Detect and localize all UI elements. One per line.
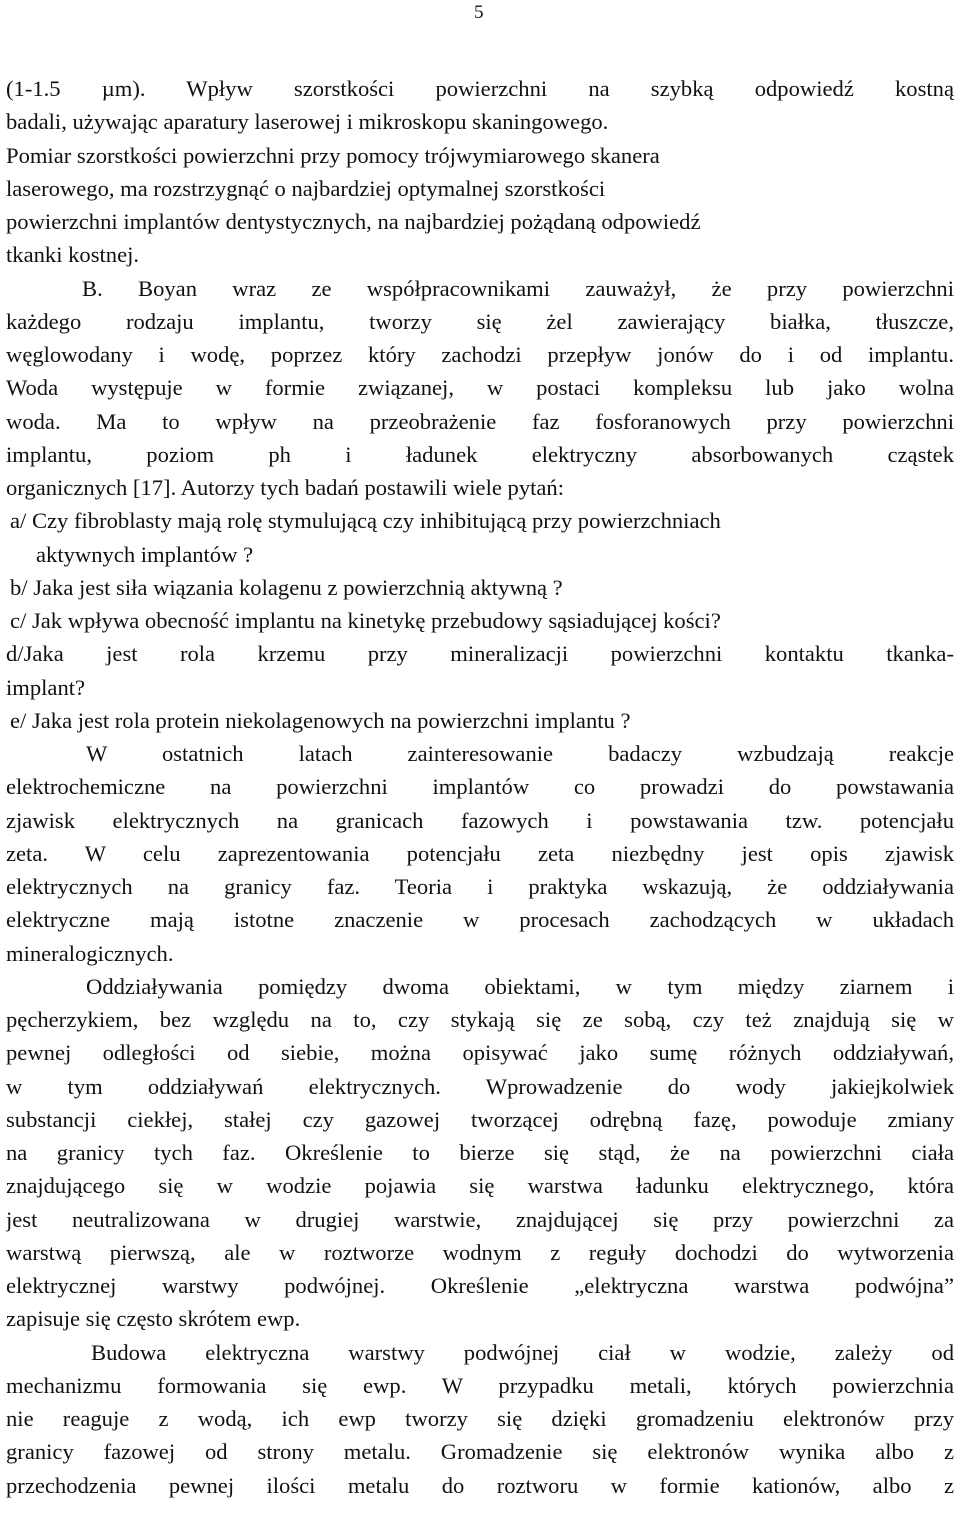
text-line: mechanizmu formowania się ewp. W przypadku metali, których powierzchnia: [6, 1372, 954, 1398]
text-line: Pomiar szorstkości powierzchni przy pomocy trójwymiarowego skanera: [6, 142, 660, 168]
text-line: substancji ciekłej, stałej czy gazowej tworzącej odrębną fazę, powoduje zmiany: [6, 1106, 954, 1132]
text-line: woda. Ma to wpływ na przeobrażenie faz fosforanowych przy powierzchni: [6, 408, 954, 434]
text-line: badali, używając aparatury laserowej i mikroskopu skaningowego.: [6, 109, 609, 135]
text-line: elektrycznych na granicy faz. Teoria i praktyka wskazują, że oddziaływania: [6, 874, 954, 899]
text-line: mineralogicznych.: [6, 940, 174, 966]
text-line: warstwą pierwszą, ale w roztworze wodnym z reguły dochodzi do wytworzenia: [6, 1239, 954, 1265]
text-line: a/ Czy fibroblasty mają rolę stymulującą czy inhibitującą przy powierzchniach: [10, 508, 721, 534]
text-line: zjawisk elektrycznych na granicach fazowych i powstawania tzw. potencjału: [6, 807, 954, 833]
text-line: elektryczne mają istotne znaczenie w procesach zachodzących w układach: [6, 907, 954, 933]
text-line: b/ Jaka jest siła wiązania kolagenu z powierzchnią aktywną ?: [10, 574, 563, 600]
text-line: e/ Jaka jest rola protein niekolagenowych na powierzchni implantu ?: [10, 707, 631, 733]
text-line: przechodzenia pewnej ilości metalu do roztworu w formie kationów, albo z: [6, 1472, 954, 1498]
text-line: d/Jaka jest rola krzemu przy mineralizacji powierzchni kontaktu tkanka-: [6, 641, 954, 667]
text-line: tkanki kostnej.: [6, 242, 140, 268]
text-line: c/ Jak wpływa obecność implantu na kinetykę przebudowy sąsiadującej kości?: [10, 608, 721, 633]
text-line: każdego rodzaju implantu, tworzy się żel zawierający białka, tłuszcze,: [6, 308, 954, 334]
body-text: [6, 72, 954, 1502]
text-line: znajdującego się w wodzie pojawia się warstwa ładunku elektrycznego, która: [6, 1173, 954, 1199]
text-line: powierzchni implantów dentystycznych, na najbardziej pożądaną odpowiedź: [6, 209, 701, 234]
text-line: implantu, poziom ph i ładunek elektryczny absorbowanych cząstek: [6, 441, 954, 467]
text-line: na granicy tych faz. Określenie to bierze się stąd, że na powierzchni ciała: [6, 1140, 954, 1165]
text-line: w tym oddziaływań elektrycznych. Wprowadzenie do wody jakiejkolwiek: [6, 1073, 954, 1099]
text-line: elektrochemiczne na powierzchni implantów co prowadzi do powstawania: [6, 774, 954, 800]
text-line: Budowa elektryczna warstwy podwójnej ciał w wodzie, zależy od: [91, 1339, 954, 1365]
text-line: implant?: [6, 674, 86, 700]
text-line: zapisuje się często skrótem ewp.: [6, 1306, 301, 1332]
text-line: Oddziaływania pomiędzy dwoma obiektami, w tym między ziarnem i: [86, 973, 954, 999]
text-line: nie reaguje z wodą, ich ewp tworzy się dzięki gromadzeniu elektronów przy: [6, 1406, 954, 1431]
text-line: (1-1.5 µm). Wpływ szorstkości powierzchni na szybką odpowiedź kostną: [6, 76, 954, 101]
text-line: zeta. W celu zaprezentowania potencjału zeta niezbędny jest opis zjawisk: [6, 840, 954, 866]
text-line: elektrycznej warstwy podwójnej. Określenie „elektryczna warstwa podwójna”: [6, 1273, 954, 1298]
text-line: granicy fazowej od strony metalu. Gromadzenie się elektronów wynika albo z: [6, 1439, 954, 1465]
text-line: aktywnych implantów ?: [36, 541, 254, 567]
text-line: B. Boyan wraz ze współpracownikami zauważył, że przy powierzchni: [82, 275, 954, 301]
text-line: organicznych [17]. Autorzy tych badań postawili wiele pytań:: [6, 475, 564, 500]
text-line: jest neutralizowana w drugiej warstwie, znajdującej się przy powierzchni za: [6, 1206, 954, 1232]
text-line: pewnej odległości od siebie, można opisywać jako sumę różnych oddziaływań,: [6, 1040, 954, 1066]
page-number: 5: [474, 2, 484, 23]
text-line: Woda występuje w formie związanej, w postaci kompleksu lub jako wolna: [6, 375, 954, 401]
text-line: pęcherzykiem, bez względu na to, czy stykają się ze sobą, czy też znajdują się w: [6, 1007, 954, 1032]
text-line: laserowego, ma rozstrzygnąć o najbardziej optymalnej szorstkości: [6, 175, 606, 201]
text-line: węglowodany i wodę, poprzez który zachodzi przepływ jonów do i od implantu.: [6, 342, 954, 367]
text-line: W ostatnich latach zainteresowanie badaczy wzbudzają reakcje: [86, 741, 954, 766]
